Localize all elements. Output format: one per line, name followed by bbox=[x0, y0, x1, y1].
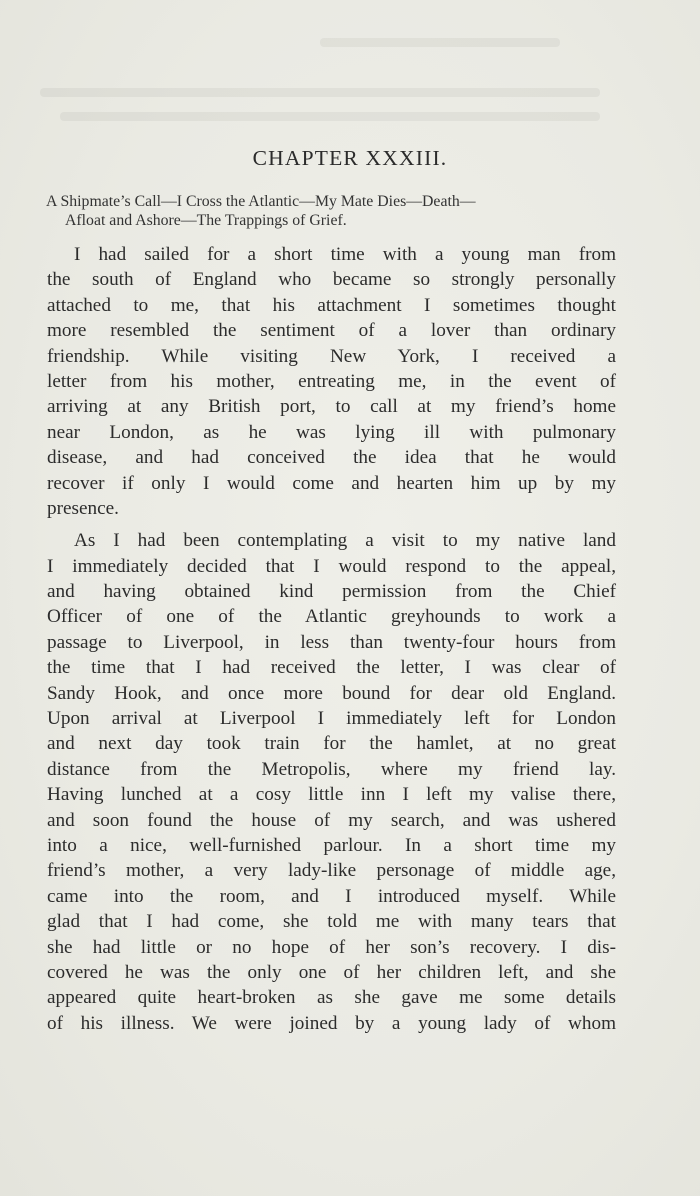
text-line: disease, and had conceived the idea that he would bbox=[47, 447, 616, 469]
text-line: and having obtained kind permission from the Chief bbox=[47, 581, 616, 603]
bleed-through-text bbox=[0, 0, 700, 130]
paragraph bbox=[47, 528, 616, 1036]
text-line: and soon found the house of my search, and was ushered bbox=[47, 809, 616, 831]
text-line: the south of England who became so strongly personally bbox=[47, 269, 616, 291]
text-line: near London, as he was lying ill with pulmonary bbox=[47, 421, 616, 443]
text-line: appeared quite heart-broken as she gave me some details bbox=[47, 987, 616, 1009]
text-line: I immediately decided that I would respond to the appeal, bbox=[47, 555, 616, 577]
chapter-synopsis bbox=[46, 192, 636, 230]
text-line: glad that I had come, she told me with many tears that bbox=[47, 911, 616, 933]
text-line: Upon arrival at Liverpool I immediately left for London bbox=[47, 708, 616, 730]
text-line: she had little or no hope of her son’s recovery. I dis- bbox=[47, 936, 616, 958]
chapter-title: CHAPTER XXXIII. bbox=[252, 146, 448, 170]
text-line: the time that I had received the letter, I was clear of bbox=[47, 657, 616, 679]
chapter-body bbox=[47, 242, 616, 1036]
text-line: distance from the Metropolis, where my friend lay. bbox=[47, 758, 616, 780]
text-line: As I had been contemplating a visit to my native land bbox=[74, 530, 616, 552]
text-line: I had sailed for a short time with a young man from bbox=[74, 244, 616, 265]
text-line: passage to Liverpool, in less than twenty-four hours from bbox=[47, 631, 616, 653]
synopsis-line: A Shipmate’s Call—I Cross the Atlantic—My Mate Dies—Death— bbox=[46, 193, 476, 210]
text-line: presence. bbox=[47, 497, 119, 519]
text-line: came into the room, and I introduced myself. While bbox=[47, 885, 616, 907]
text-line: and next day took train for the hamlet, at no great bbox=[47, 733, 616, 755]
text-line: friend’s mother, a very lady-like personage of middle age, bbox=[47, 860, 616, 882]
text-line: more resembled the sentiment of a lover than ordinary bbox=[47, 320, 616, 342]
text-line: Having lunched at a cosy little inn I left my valise there, bbox=[47, 784, 616, 806]
text-line: covered he was the only one of her children left, and she bbox=[47, 961, 616, 983]
text-line: arriving at any British port, to call at my friend’s home bbox=[47, 396, 616, 418]
synopsis-line: Afloat and Ashore—The Trappings of Grief. bbox=[65, 212, 347, 229]
text-line: recover if only I would come and hearten him up by my bbox=[47, 472, 616, 494]
text-line: attached to me, that his attachment I sometimes thought bbox=[47, 294, 616, 316]
text-line: Sandy Hook, and once more bound for dear old England. bbox=[47, 682, 616, 704]
paragraph bbox=[47, 242, 616, 521]
text-line: of his illness. We were joined by a young lady of whom bbox=[47, 1012, 616, 1034]
text-line: letter from his mother, entreating me, in the event of bbox=[47, 370, 616, 392]
text-line: friendship. While visiting New York, I received a bbox=[47, 345, 616, 367]
text-line: Officer of one of the Atlantic greyhounds to work a bbox=[47, 606, 616, 628]
text-line: into a nice, well-furnished parlour. In a short time my bbox=[47, 834, 616, 856]
